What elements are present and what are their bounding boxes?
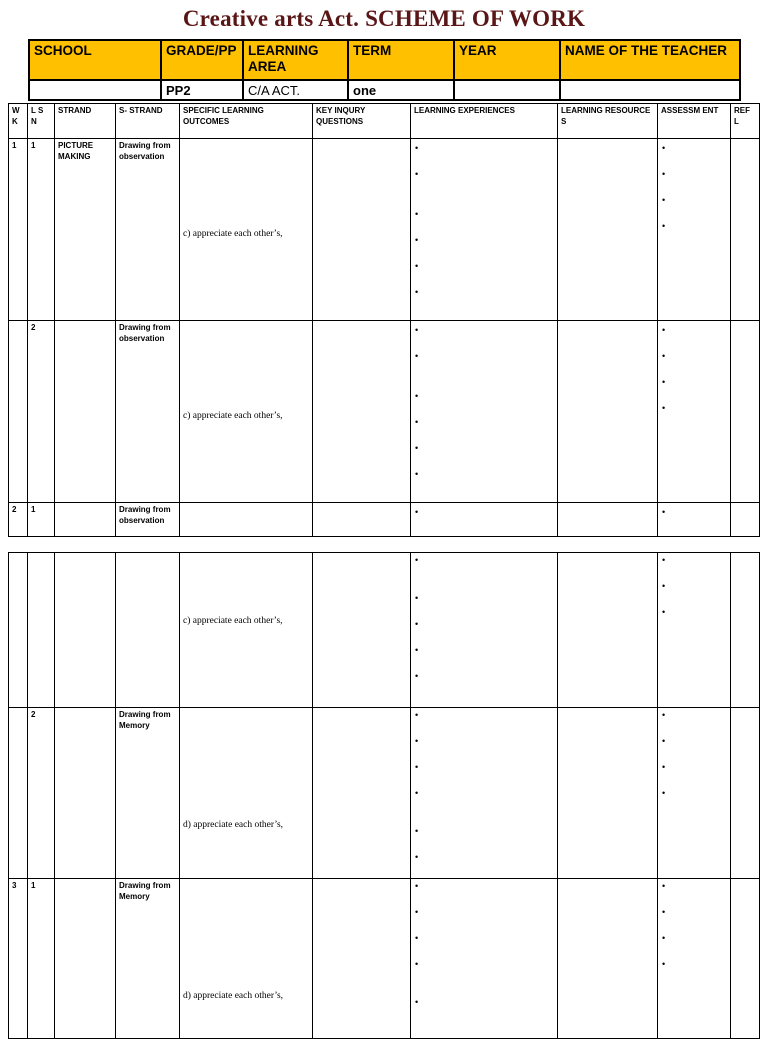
cell-strand: PICTURE MAKING <box>55 139 116 321</box>
bullet-item: • <box>415 762 419 772</box>
table-row <box>9 708 760 879</box>
cell-sub-strand: Drawing from Memory <box>116 708 180 879</box>
cell-sub-strand: Drawing from Memory <box>116 879 180 1039</box>
cell-resources <box>558 553 658 708</box>
cell-experiences <box>411 321 558 503</box>
bullet-item: • <box>662 907 666 917</box>
cell-assessment <box>658 139 731 321</box>
outcome-text: d) appreciate each other’s, <box>183 991 284 1001</box>
cell-outcome <box>180 879 313 1039</box>
cell-key-question <box>313 139 411 321</box>
bullet-item: • <box>415 443 419 453</box>
header-info-table <box>28 39 741 101</box>
bullet-item: • <box>662 788 666 798</box>
bullet-item: • <box>415 507 419 517</box>
cell-outcome <box>180 553 313 708</box>
cell-resources <box>558 503 658 537</box>
cell-assessment <box>658 321 731 503</box>
bullet-item: • <box>415 351 419 361</box>
cell-sub-strand: Drawing from observation <box>116 139 180 321</box>
bullet-item: • <box>415 261 419 271</box>
scheme-table-section-1 <box>8 103 760 537</box>
bullet-item: • <box>415 645 419 655</box>
bullet-item: • <box>415 287 419 297</box>
bullet-item: • <box>415 143 419 153</box>
bullet-item: • <box>415 788 419 798</box>
bullet-item: • <box>415 933 419 943</box>
cell-outcome <box>180 139 313 321</box>
table-row <box>9 321 760 503</box>
header-label-teacher: NAME OF THE TEACHER <box>560 40 740 80</box>
bullet-item: • <box>662 221 666 231</box>
bullet-item: • <box>662 710 666 720</box>
bullet-item: • <box>662 736 666 746</box>
cell-reflection <box>731 708 760 879</box>
header-label-year: YEAR <box>454 40 560 80</box>
cell-strand <box>55 321 116 503</box>
cell-week: 2 <box>9 503 28 537</box>
cell-reflection <box>731 139 760 321</box>
cell-experiences <box>411 503 558 537</box>
col-header-assessment: ASSESSM ENT <box>658 104 731 139</box>
cell-assessment <box>658 708 731 879</box>
bullet-item: • <box>662 507 666 517</box>
cell-sub-strand <box>116 553 180 708</box>
cell-key-question <box>313 321 411 503</box>
cell-week: 3 <box>9 879 28 1039</box>
cell-experiences <box>411 879 558 1039</box>
cell-resources <box>558 321 658 503</box>
cell-outcome <box>180 503 313 537</box>
outcome-text: c) appreciate each other’s, <box>183 229 283 239</box>
col-header-sub-strand: S- STRAND <box>116 104 180 139</box>
bullet-item: • <box>662 403 666 413</box>
col-header-strand: STRAND <box>55 104 116 139</box>
cell-resources <box>558 139 658 321</box>
header-value-term: one <box>348 80 454 100</box>
bullet-item: • <box>415 417 419 427</box>
cell-sub-strand: Drawing from observation <box>116 321 180 503</box>
cell-week <box>9 553 28 708</box>
cell-strand <box>55 879 116 1039</box>
bullet-item: • <box>662 377 666 387</box>
header-label-learning-area: LEARNING AREA <box>243 40 348 80</box>
cell-week <box>9 708 28 879</box>
col-header-outcomes: SPECIFIC LEARNING OUTCOMES <box>180 104 313 139</box>
bullet-item: • <box>415 997 419 1007</box>
bullet-item: • <box>662 143 666 153</box>
cell-lesson: 2 <box>28 321 55 503</box>
cell-lesson: 1 <box>28 879 55 1039</box>
cell-sub-strand: Drawing from observation <box>116 503 180 537</box>
bullet-item: • <box>415 671 419 681</box>
table-row <box>9 503 760 537</box>
header-label-grade: GRADE/PP <box>161 40 243 80</box>
header-value-school <box>29 80 161 100</box>
cell-key-question <box>313 553 411 708</box>
cell-experiences <box>411 139 558 321</box>
cell-outcome <box>180 708 313 879</box>
cell-reflection <box>731 553 760 708</box>
col-header-lsn: L S N <box>28 104 55 139</box>
page-title: Creative arts Act. SCHEME OF WORK <box>182 6 586 31</box>
bullet-item: • <box>662 762 666 772</box>
bullet-item: • <box>415 235 419 245</box>
cell-lesson: 1 <box>28 503 55 537</box>
cell-lesson <box>28 553 55 708</box>
cell-reflection <box>731 879 760 1039</box>
col-header-key-questions: KEY INQURY QUESTIONS <box>313 104 411 139</box>
bullet-item: • <box>415 736 419 746</box>
bullet-item: • <box>662 325 666 335</box>
bullet-item: • <box>662 555 666 565</box>
cell-experiences <box>411 708 558 879</box>
bullet-item: • <box>415 169 419 179</box>
col-header-resources: LEARNING RESOURCE S <box>558 104 658 139</box>
bullet-item: • <box>415 209 419 219</box>
bullet-item: • <box>415 391 419 401</box>
bullet-item: • <box>662 351 666 361</box>
table-row <box>9 879 760 1039</box>
scheme-table-section-2 <box>8 552 760 1039</box>
bullet-item: • <box>415 555 419 565</box>
cell-lesson: 2 <box>28 708 55 879</box>
cell-key-question <box>313 879 411 1039</box>
outcome-text: c) appreciate each other’s, <box>183 411 283 421</box>
cell-resources <box>558 879 658 1039</box>
bullet-item: • <box>415 826 419 836</box>
cell-assessment <box>658 553 731 708</box>
bullet-item: • <box>662 959 666 969</box>
bullet-item: • <box>662 581 666 591</box>
header-value-learning-area: C/A ACT. <box>243 80 348 100</box>
bullet-item: • <box>415 881 419 891</box>
table-row <box>9 139 760 321</box>
cell-lesson: 1 <box>28 139 55 321</box>
cell-week: 1 <box>9 139 28 321</box>
cell-outcome <box>180 321 313 503</box>
outcome-text: c) appreciate each other’s, <box>183 616 283 626</box>
bullet-item: • <box>662 607 666 617</box>
col-header-experiences: LEARNING EXPERIENCES <box>411 104 558 139</box>
header-label-school: SCHOOL <box>29 40 161 80</box>
cell-resources <box>558 708 658 879</box>
header-value-grade: PP2 <box>161 80 243 100</box>
bullet-item: • <box>415 325 419 335</box>
cell-experiences <box>411 553 558 708</box>
table-row <box>9 553 760 708</box>
cell-strand <box>55 503 116 537</box>
header-value-year <box>454 80 560 100</box>
cell-key-question <box>313 503 411 537</box>
col-header-reflection: REF L <box>731 104 760 139</box>
cell-week <box>9 321 28 503</box>
bullet-item: • <box>415 907 419 917</box>
bullet-item: • <box>662 169 666 179</box>
bullet-item: • <box>415 710 419 720</box>
bullet-item: • <box>415 593 419 603</box>
cell-key-question <box>313 708 411 879</box>
outcome-text: d) appreciate each other’s, <box>183 820 284 830</box>
cell-strand <box>55 708 116 879</box>
bullet-item: • <box>415 959 419 969</box>
bullet-item: • <box>415 619 419 629</box>
bullet-item: • <box>415 469 419 479</box>
cell-strand <box>55 553 116 708</box>
cell-reflection <box>731 321 760 503</box>
bullet-item: • <box>662 195 666 205</box>
header-value-teacher <box>560 80 740 100</box>
cell-assessment <box>658 503 731 537</box>
cell-assessment <box>658 879 731 1039</box>
cell-reflection <box>731 503 760 537</box>
header-label-term: TERM <box>348 40 454 80</box>
bullet-item: • <box>662 881 666 891</box>
bullet-item: • <box>415 852 419 862</box>
col-header-wk: W K <box>9 104 28 139</box>
bullet-item: • <box>662 933 666 943</box>
